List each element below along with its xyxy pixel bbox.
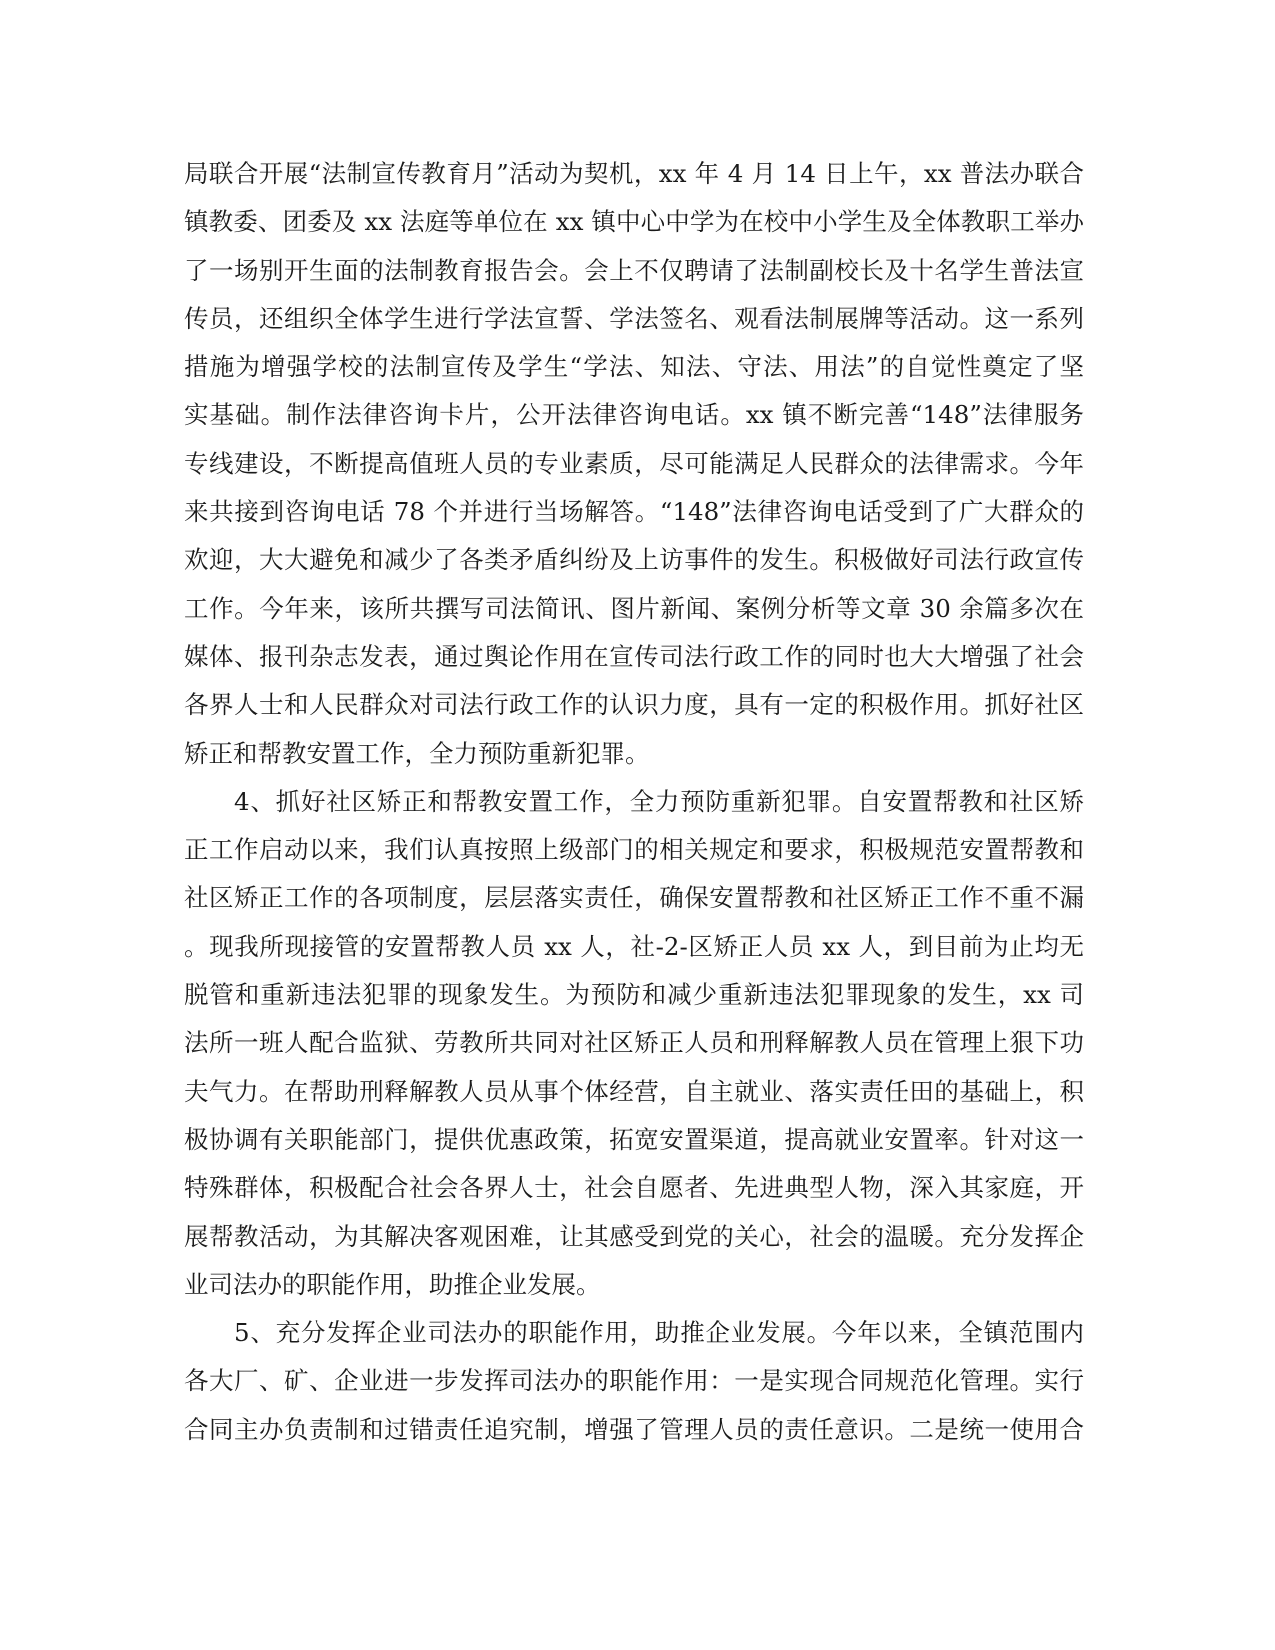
text-line: 各界人士和人民群众对司法行政工作的认识力度，具有一定的积极作用。抓好社区 bbox=[184, 690, 1084, 720]
text-line: 夫气力。在帮助刑释解教人员从事个体经营，自主就业、落实责任田的基础上，积 bbox=[184, 1076, 1084, 1106]
text-line: 脱管和重新违法犯罪的现象发生。为预防和减少重新违法犯罪现象的发生，xx 司 bbox=[184, 980, 1084, 1010]
text-line: 矫正和帮教安置工作，全力预防重新犯罪。 bbox=[184, 738, 650, 768]
text-line: 实基础。制作法律咨询卡片，公开法律咨询电话。xx 镇不断完善“148”法律服务 bbox=[184, 400, 1084, 430]
text-line: 欢迎，大大避免和减少了各类矛盾纠纷及上访事件的发生。积极做好司法行政宣传 bbox=[184, 545, 1084, 575]
document-body bbox=[184, 150, 1084, 1454]
text-line: 工作。今年来，该所共撰写司法简讯、图片新闻、案例分析等文章 30 余篇多次在 bbox=[184, 593, 1084, 623]
text-line: 媒体、报刊杂志发表，通过舆论作用在宣传司法行政工作的同时也大大增强了社会 bbox=[184, 641, 1084, 671]
paragraph-enterprise-judicial-office bbox=[184, 1309, 1084, 1454]
text-line: 法所一班人配合监狱、劳教所共同对社区矫正人员和刑释解教人员在管理上狠下功 bbox=[184, 1028, 1084, 1058]
text-line: 局联合开展“法制宣传教育月”活动为契机，xx 年 4 月 14 日上午，xx 普法办联合 bbox=[184, 159, 1084, 188]
text-line: 5、充分发挥企业司法办的职能作用，助推企业发展。今年以来，全镇范围内 bbox=[234, 1318, 1084, 1348]
text-line: 社区矫正工作的各项制度，层层落实责任，确保安置帮教和社区矫正工作不重不漏 bbox=[184, 883, 1084, 913]
paragraph-legal-publicity bbox=[184, 150, 1084, 778]
paragraph-community-correction bbox=[184, 778, 1084, 1309]
text-line: 极协调有关职能部门，提供优惠政策，拓宽安置渠道，提高就业安置率。针对这一 bbox=[184, 1124, 1084, 1154]
text-line: 镇教委、团委及 xx 法庭等单位在 xx 镇中心中学为在校中小学生及全体教职工举办 bbox=[184, 207, 1084, 237]
text-line: 来共接到咨询电话 78 个并进行当场解答。“148”法律咨询电话受到了广大群众的 bbox=[184, 497, 1084, 527]
text-line: 。现我所现接管的安置帮教人员 xx 人，社-2-区矫正人员 xx 人，到目前为止均无 bbox=[184, 931, 1084, 961]
text-line: 特殊群体，积极配合社会各界人士，社会自愿者、先进典型人物，深入其家庭，开 bbox=[184, 1173, 1084, 1203]
text-line: 传员，还组织全体学生进行学法宣誓、学法签名、观看法制展牌等活动。这一系列 bbox=[184, 303, 1084, 333]
text-line: 措施为增强学校的法制宣传及学生“学法、知法、守法、用法”的自觉性奠定了坚 bbox=[184, 352, 1084, 382]
text-line: 展帮教活动，为其解决客观困难，让其感受到党的关心，社会的温暖。充分发挥企 bbox=[184, 1221, 1084, 1251]
text-line: 专线建设，不断提高值班人员的专业素质，尽可能满足人民群众的法律需求。今年 bbox=[184, 448, 1084, 478]
text-line: 正工作启动以来，我们认真按照上级部门的相关规定和要求，积极规范安置帮教和 bbox=[184, 835, 1084, 865]
text-line: 业司法办的职能作用，助推企业发展。 bbox=[184, 1269, 601, 1299]
text-line: 各大厂、矿、企业进一步发挥司法办的职能作用：一是实现合同规范化管理。实行 bbox=[184, 1366, 1084, 1396]
text-line: 4、抓好社区矫正和帮教安置工作，全力预防重新犯罪。自安置帮教和社区矫 bbox=[234, 786, 1084, 816]
text-line: 了一场别开生面的法制教育报告会。会上不仅聘请了法制副校长及十名学生普法宣 bbox=[184, 255, 1084, 285]
text-line: 合同主办负责制和过错责任追究制，增强了管理人员的责任意识。二是统一使用合 bbox=[184, 1414, 1084, 1444]
